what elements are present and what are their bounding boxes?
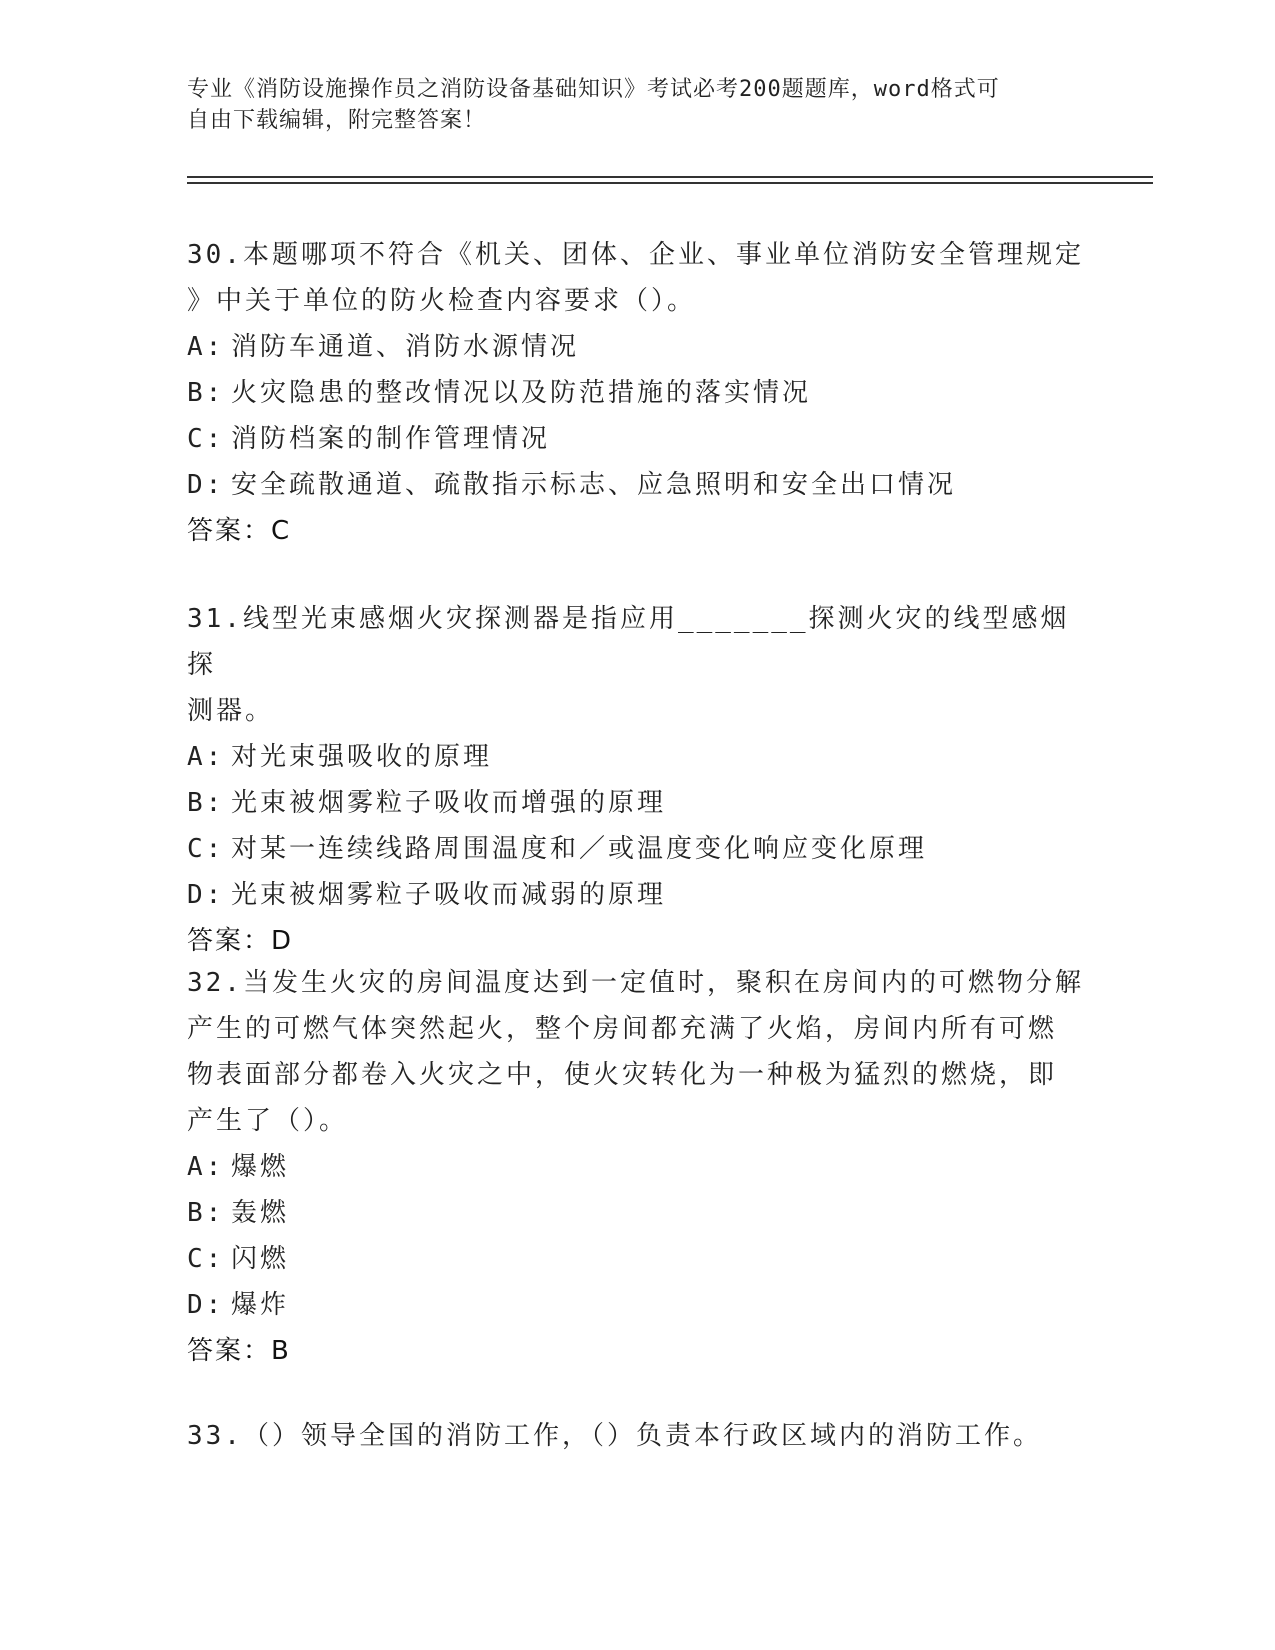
stem-line: 31.线型光束感烟火灾探测器是指应用_______探测火灾的线型感烟探: [187, 604, 1070, 680]
option-text: 爆燃: [231, 1152, 290, 1182]
question-31: [187, 596, 1087, 964]
header-line-1: 专业《消防设施操作员之消防设备基础知识》考试必考200题题库，word格式可: [187, 77, 1000, 102]
option-text: 消防车通道、消防水源情况: [231, 332, 580, 362]
header-divider-bottom: [187, 182, 1153, 184]
option-text: 光束被烟雾粒子吸收而减弱的原理: [231, 880, 667, 910]
option-text: 火灾隐患的整改情况以及防范措施的落实情况: [231, 378, 812, 408]
question-stem: [187, 596, 1087, 734]
stem-line: 》中关于单位的防火检查内容要求（）。: [187, 286, 697, 316]
stem-line: 33.（）领导全国的消防工作，（）负责本行政区域内的消防工作。: [187, 1421, 1042, 1451]
option-d: [187, 462, 1087, 508]
option-letter: D:: [187, 470, 225, 500]
stem-line: 物表面部分都卷入火灾之中，使火灾转化为一种极为猛烈的燃烧，即: [187, 1060, 1058, 1090]
document-header: [187, 74, 1067, 136]
stem-line: 测器。: [187, 696, 275, 726]
option-text: 对光束强吸收的原理: [231, 742, 493, 772]
option-letter: A:: [187, 1152, 225, 1182]
option-letter: C:: [187, 424, 225, 454]
option-a: [187, 324, 1087, 370]
option-text: 消防档案的制作管理情况: [231, 424, 551, 454]
question-stem: [187, 1413, 1087, 1459]
option-letter: D:: [187, 1290, 225, 1320]
question-33: [187, 1413, 1087, 1459]
option-letter: A:: [187, 742, 225, 772]
stem-line: 产生了（）。: [187, 1106, 349, 1136]
stem-line: 32.当发生火灾的房间温度达到一定值时，聚积在房间内的可燃物分解: [187, 968, 1084, 998]
question-30: [187, 232, 1087, 554]
option-letter: B:: [187, 378, 225, 408]
question-stem: [187, 960, 1087, 1144]
header-line-2: 自由下载编辑，附完整答案！: [187, 108, 487, 133]
answer: 答案：D: [187, 926, 294, 956]
stem-line: 30.本题哪项不符合《机关、团体、企业、事业单位消防安全管理规定: [187, 240, 1084, 270]
answer: 答案：B: [187, 1336, 291, 1366]
option-letter: B:: [187, 788, 225, 818]
option-b: [187, 370, 1087, 416]
option-d: [187, 1282, 1087, 1328]
stem-line: 产生的可燃气体突然起火，整个房间都充满了火焰，房间内所有可燃: [187, 1014, 1058, 1044]
option-letter: D:: [187, 880, 225, 910]
option-letter: C:: [187, 834, 225, 864]
option-a: [187, 734, 1087, 780]
option-c: [187, 416, 1087, 462]
option-text: 闪燃: [231, 1244, 290, 1274]
question-32: [187, 960, 1087, 1374]
option-letter: A:: [187, 332, 225, 362]
option-text: 轰燃: [231, 1198, 290, 1228]
option-c: [187, 1236, 1087, 1282]
option-text: 对某一连续线路周围温度和／或温度变化响应变化原理: [231, 834, 928, 864]
option-text: 安全疏散通道、疏散指示标志、应急照明和安全出口情况: [231, 470, 957, 500]
header-divider-top: [187, 176, 1153, 178]
option-text: 光束被烟雾粒子吸收而增强的原理: [231, 788, 667, 818]
option-text: 爆炸: [231, 1290, 290, 1320]
option-a: [187, 1144, 1087, 1190]
option-c: [187, 826, 1087, 872]
option-letter: C:: [187, 1244, 225, 1274]
option-b: [187, 1190, 1087, 1236]
option-letter: B:: [187, 1198, 225, 1228]
option-b: [187, 780, 1087, 826]
option-d: [187, 872, 1087, 918]
answer: 答案：C: [187, 516, 292, 546]
question-stem: [187, 232, 1087, 324]
